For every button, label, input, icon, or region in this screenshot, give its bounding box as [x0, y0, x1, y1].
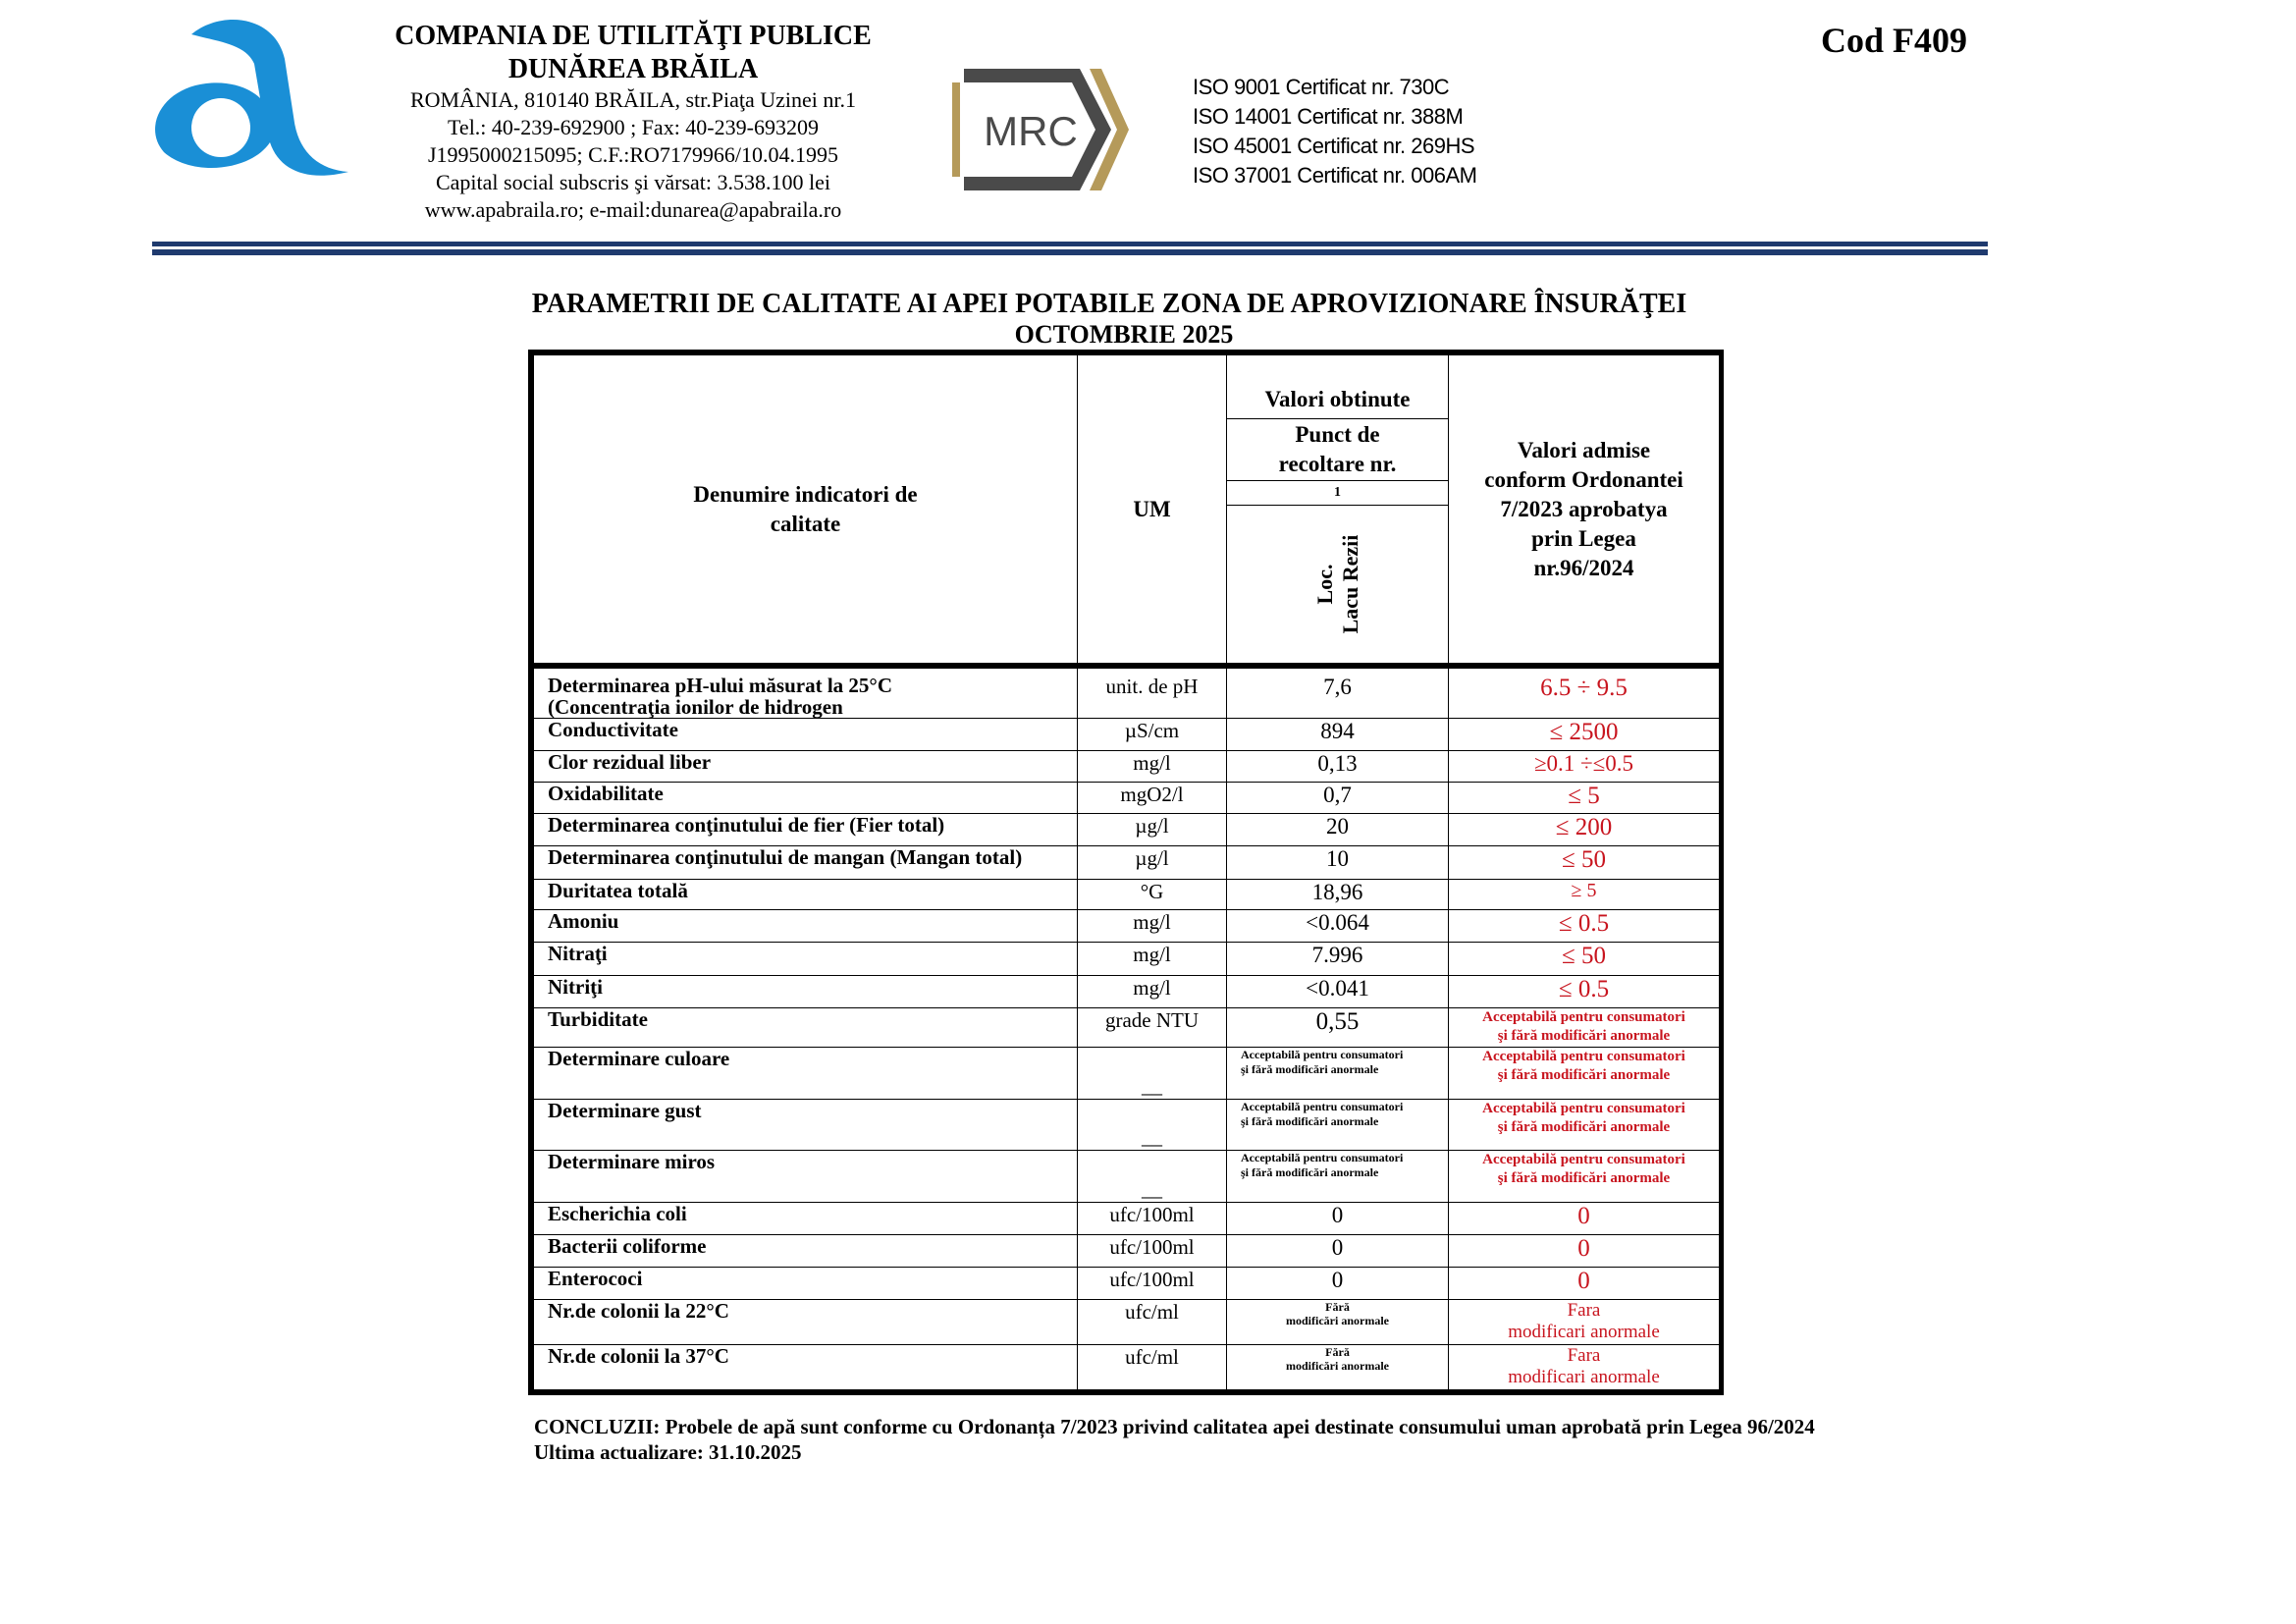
indicator-um: ufc/ml [1078, 1345, 1227, 1390]
indicator-value [1227, 1345, 1449, 1390]
header-point-line1: Punct de [1295, 422, 1380, 447]
indicator-value: 18,96 [1227, 880, 1449, 910]
indicator-value: 0,55 [1227, 1008, 1449, 1048]
table-row [534, 719, 1720, 751]
quality-table [528, 350, 1724, 1395]
table-row [534, 1300, 1720, 1345]
indicator-value: 0 [1227, 1268, 1449, 1300]
indicator-limit: 0 [1449, 1235, 1720, 1268]
indicator-name: Nr.de colonii la 37°C [534, 1345, 1078, 1390]
table-row [534, 1048, 1720, 1100]
table-row [534, 1268, 1720, 1300]
indicator-limit-line2: şi fără modificări anormale [1497, 1170, 1671, 1186]
indicator-limit-line2: modificari anormale [1508, 1367, 1660, 1387]
indicator-limit-line2: şi fără modificări anormale [1497, 1119, 1671, 1135]
company-name-line2: DUNĂREA BRĂILA [507, 54, 759, 84]
indicator-value [1227, 1151, 1449, 1203]
indicator-um: unit. de pH [1078, 666, 1227, 719]
indicator-um: grade NTU [1078, 1008, 1227, 1048]
indicator-name: Enterococi [534, 1268, 1078, 1300]
indicator-value: 7,6 [1227, 666, 1449, 719]
indicator-um: ufc/100ml [1078, 1268, 1227, 1300]
indicator-limit: ≤ 200 [1449, 814, 1720, 846]
company-name-line1: COMPANIA DE UTILITĂŢI PUBLICE [395, 21, 872, 51]
company-capital: Capital social subscris şi vărsat: 3.538.100 lei [435, 170, 831, 194]
iso-certificates [1193, 73, 1477, 190]
indicator-name: Determinarea conţinutului de mangan (Mangan total) [534, 846, 1078, 880]
table-row [534, 814, 1720, 846]
indicator-value: 20 [1227, 814, 1449, 846]
indicator-name: Nitriţi [534, 976, 1078, 1008]
indicator-um: ufc/100ml [1078, 1203, 1227, 1235]
last-updated: Ultima actualizare: 31.10.2025 [534, 1440, 802, 1464]
iso-certificate: ISO 37001 Certificat nr. 006AM [1193, 163, 1477, 188]
indicator-name: Determinare gust [534, 1100, 1078, 1151]
document-period: OCTOMBRIE 2025 [1014, 320, 1234, 349]
document-title: PARAMETRII DE CALITATE AI APEI POTABILE ZONA DE APROVIZIONARE ÎNSURĂŢEI [531, 289, 1687, 319]
indicator-um: __ [1078, 1151, 1227, 1203]
table-row [534, 976, 1720, 1008]
indicator-value-line2: şi fără modificări anormale [1241, 1165, 1379, 1179]
indicator-limit: ≥0.1 ÷≤0.5 [1449, 751, 1720, 783]
indicator-limit: ≥ 5 [1449, 880, 1720, 910]
company-info [378, 20, 888, 224]
indicator-um: °G [1078, 880, 1227, 910]
indicator-value: 10 [1227, 846, 1449, 880]
company-phone: Tel.: 40-239-692900 ; Fax: 40-239-693209 [448, 115, 819, 139]
indicator-name: Duritatea totală [534, 880, 1078, 910]
table-row [534, 1008, 1720, 1048]
header-indicator-line2: calitate [770, 511, 841, 536]
header-admitted-line3: 7/2023 aprobatya [1500, 496, 1668, 521]
header-indicator [534, 355, 1078, 667]
indicator-name: Nitraţi [534, 943, 1078, 976]
indicator-name: Conductivitate [534, 719, 1078, 751]
indicator-limit [1449, 1100, 1720, 1151]
certifier-logo [942, 61, 1129, 198]
indicator-value-line1: Fără [1325, 1300, 1350, 1314]
header-admitted [1449, 355, 1720, 667]
company-registration: J1995000215095; C.F.:RO7179966/10.04.1995 [427, 142, 839, 167]
indicator-um: __ [1078, 1048, 1227, 1100]
indicator-name: Clor rezidual liber [534, 751, 1078, 783]
table-row [534, 751, 1720, 783]
indicator-value: 0,7 [1227, 783, 1449, 814]
table-row [534, 846, 1720, 880]
table-row [534, 943, 1720, 976]
indicator-name: Oxidabilitate [534, 783, 1078, 814]
indicator-um: mgO2/l [1078, 783, 1227, 814]
table-row [534, 880, 1720, 910]
indicator-value: 0 [1227, 1203, 1449, 1235]
indicator-name: Bacterii coliforme [534, 1235, 1078, 1268]
indicator-limit [1449, 1008, 1720, 1048]
footer-notes [534, 1414, 1815, 1465]
indicator-value-line1: Acceptabilă pentru consumatori [1241, 1048, 1404, 1061]
indicator-name-line1: Determinarea pH-ului măsurat la 25°C [548, 674, 892, 697]
indicator-value-line1: Acceptabilă pentru consumatori [1241, 1151, 1404, 1164]
indicator-limit: ≤ 0.5 [1449, 910, 1720, 943]
indicator-um: mg/l [1078, 976, 1227, 1008]
header-admitted-line2: conform Ordonantei [1484, 466, 1683, 492]
indicator-limit: 0 [1449, 1203, 1720, 1235]
indicator-limit-line1: Acceptabilă pentru consumatori [1482, 1049, 1685, 1064]
table-row [534, 1151, 1720, 1203]
company-logo [152, 15, 348, 182]
table-row [534, 1345, 1720, 1390]
indicator-value: 0,13 [1227, 751, 1449, 783]
indicator-um: µS/cm [1078, 719, 1227, 751]
indicator-value-line1: Fără [1325, 1345, 1350, 1359]
table-row [534, 666, 1720, 719]
indicator-limit: ≤ 5 [1449, 783, 1720, 814]
indicator-value-line1: Acceptabilă pentru consumatori [1241, 1100, 1404, 1113]
header-admitted-line5: nr.96/2024 [1533, 555, 1634, 580]
indicator-limit [1449, 1151, 1720, 1203]
table-row [534, 1100, 1720, 1151]
certifier-logo-text: MRC [984, 108, 1078, 154]
indicator-name: Escherichia coli [534, 1203, 1078, 1235]
header-divider [152, 242, 1988, 246]
indicator-value: 0 [1227, 1235, 1449, 1268]
indicator-value: 894 [1227, 719, 1449, 751]
indicator-limit: ≤ 50 [1449, 943, 1720, 976]
table-row [534, 1203, 1720, 1235]
indicator-limit-line1: Fara [1567, 1345, 1601, 1366]
indicator-um: ufc/ml [1078, 1300, 1227, 1345]
indicator-value-line2: şi fără modificări anormale [1241, 1114, 1379, 1128]
conclusion-text: CONCLUZII: Probele de apă sunt conforme cu Ordonanța 7/2023 privind calitatea apei destinate consumului uman aprobată prin Legea 96/2024 [534, 1415, 1815, 1438]
iso-certificate: ISO 9001 Certificat nr. 730C [1193, 75, 1450, 99]
header-um: UM [1078, 355, 1227, 667]
indicator-limit-line1: Acceptabilă pentru consumatori [1482, 1009, 1685, 1025]
indicator-value: 7.996 [1227, 943, 1449, 976]
company-web: www.apabraila.ro; e-mail:dunarea@apabraila.ro [424, 197, 842, 222]
indicator-limit [1449, 1300, 1720, 1345]
indicator-limit-line1: Acceptabilă pentru consumatori [1482, 1152, 1685, 1167]
iso-certificate: ISO 14001 Certificat nr. 388M [1193, 104, 1464, 129]
header-admitted-line4: prin Legea [1531, 525, 1636, 551]
indicator-value: <0.064 [1227, 910, 1449, 943]
indicator-name-line2: (Concentraţia ionilor de hidrogen [548, 695, 843, 719]
indicator-value [1227, 1100, 1449, 1151]
header-obtained: Valori obtinute [1227, 355, 1449, 419]
indicator-limit: 6.5 ÷ 9.5 [1449, 666, 1720, 719]
header-point-line2: recoltare nr. [1278, 452, 1397, 476]
indicator-limit: 0 [1449, 1268, 1720, 1300]
indicator-name: Determinare miros [534, 1151, 1078, 1203]
header-indicator-line1: Denumire indicatori de [693, 481, 918, 507]
header-point-number: 1 [1227, 481, 1449, 506]
table-row [534, 783, 1720, 814]
header-location-line1: Loc. [1311, 564, 1337, 605]
indicator-limit: ≤ 2500 [1449, 719, 1720, 751]
indicator-value-line2: modificări anormale [1286, 1314, 1389, 1327]
header-divider [152, 249, 1988, 255]
indicator-um: ufc/100ml [1078, 1235, 1227, 1268]
indicator-limit-line2: modificari anormale [1508, 1322, 1660, 1342]
indicator-name: Determinarea conţinutului de fier (Fier total) [534, 814, 1078, 846]
header-admitted-line1: Valori admise [1517, 437, 1651, 462]
indicator-value-line2: şi fără modificări anormale [1241, 1062, 1379, 1076]
indicator-limit-line2: şi fără modificări anormale [1497, 1067, 1671, 1083]
company-address: ROMÂNIA, 810140 BRĂILA, str.Piaţa Uzinei nr.1 [409, 87, 857, 112]
indicator-name: Turbiditate [534, 1008, 1078, 1048]
indicator-name: Determinare culoare [534, 1048, 1078, 1100]
indicator-um: µg/l [1078, 814, 1227, 846]
header-location [1227, 506, 1449, 667]
indicator-value: <0.041 [1227, 976, 1449, 1008]
indicator-um: __ [1078, 1100, 1227, 1151]
indicator-value [1227, 1048, 1449, 1100]
indicator-limit: ≤ 50 [1449, 846, 1720, 880]
header-point [1227, 419, 1449, 481]
table-row [534, 1235, 1720, 1268]
indicator-um: mg/l [1078, 910, 1227, 943]
indicator-um: µg/l [1078, 846, 1227, 880]
iso-certificate: ISO 45001 Certificat nr. 269HS [1193, 134, 1475, 158]
indicator-limit [1449, 1048, 1720, 1100]
indicator-name: Amoniu [534, 910, 1078, 943]
indicator-limit-line1: Fara [1567, 1300, 1601, 1321]
table-row [534, 910, 1720, 943]
indicator-limit: ≤ 0.5 [1449, 976, 1720, 1008]
indicator-value [1227, 1300, 1449, 1345]
header-location-line2: Lacu Rezii [1337, 534, 1362, 634]
indicator-name [534, 666, 1078, 719]
indicator-um: mg/l [1078, 943, 1227, 976]
indicator-limit-line1: Acceptabilă pentru consumatori [1482, 1101, 1685, 1116]
indicator-value-line2: modificări anormale [1286, 1359, 1389, 1373]
form-code: Cod F409 [1821, 21, 1968, 60]
indicator-name: Nr.de colonii la 22°C [534, 1300, 1078, 1345]
indicator-limit [1449, 1345, 1720, 1390]
indicator-limit-line2: şi fără modificări anormale [1497, 1028, 1671, 1044]
indicator-um: mg/l [1078, 751, 1227, 783]
